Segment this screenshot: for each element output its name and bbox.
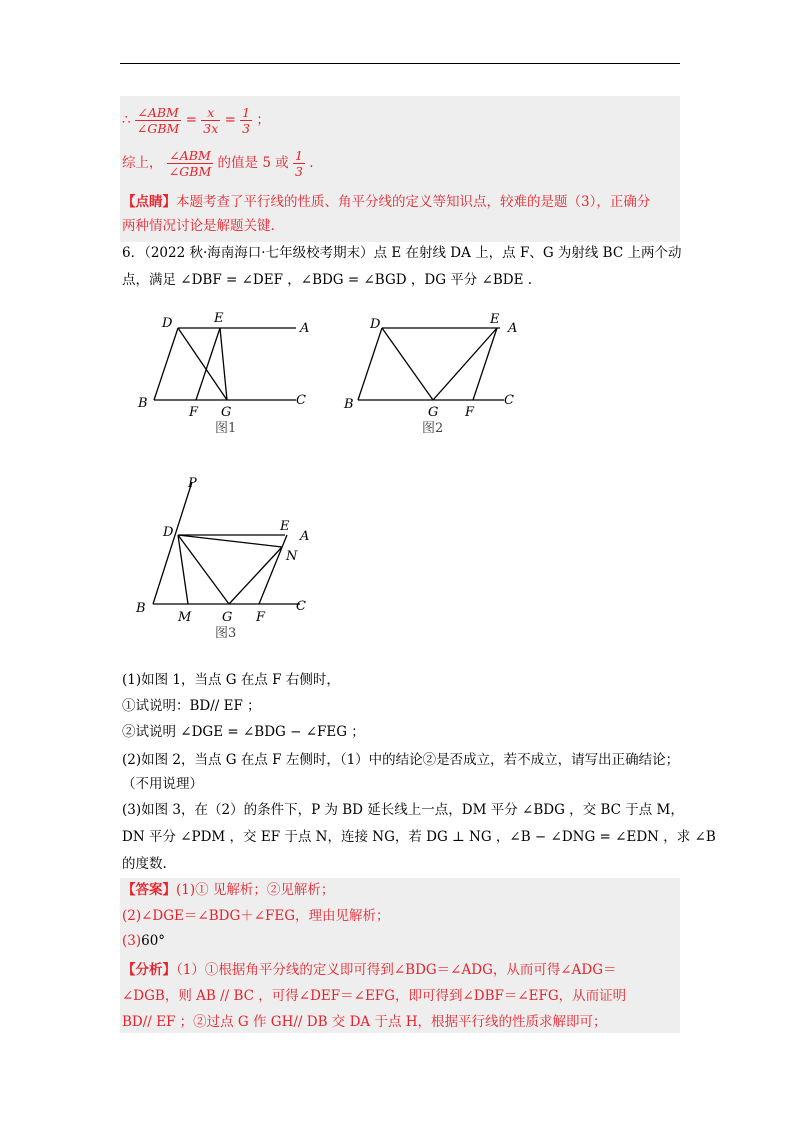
fig1-caption: 图1 <box>215 421 237 436</box>
answer-line1: 【答案】(1)① 见解析；②见解析； <box>122 882 335 898</box>
fig1-label-F: F <box>189 405 199 420</box>
fig3-label-M: M <box>178 610 192 625</box>
fig1-label-G: G <box>221 405 232 420</box>
fig1-label-A: A <box>300 321 310 336</box>
therefore-line: ∴ $\frac{\text{∠ABM}}{\text{∠GBM}}$ = $\frac{x}{3x}$ = $\frac{1}{3}$ ； <box>122 105 270 136</box>
fig2-label-B: B <box>344 397 354 412</box>
fig3-label-N: N <box>286 549 298 564</box>
fig3-label-A: A <box>300 529 310 544</box>
fig2-label-G: G <box>428 405 439 420</box>
dianjing-line2: 两种情况讨论是解题关键. <box>122 218 275 234</box>
part2-a: (2)如图 2，当点 G 在点 F 左侧时，（1）中的结论②是否成立，若不成立，请写出正确结论； <box>122 752 680 768</box>
ratio-fraction: $\frac{\text{∠ABM}}{\text{∠GBM}}$ <box>136 105 180 136</box>
part1-b: ②试说明 ∠DGE = ∠BDG − ∠FEG ； <box>122 724 365 740</box>
question-line2: 点，满足 ∠DBF = ∠DEF ，∠BDG = ∠BGD ，DG 平分 ∠BDE . <box>122 272 533 288</box>
fig2-label-E: E <box>490 312 500 327</box>
part3-a: (3)如图 3，在（2）的条件下，P 为 BD 延长线上一点，DM 平分 ∠BDG ，交 BC 于点 M， <box>122 802 684 818</box>
fig1-label-D: D <box>162 316 173 331</box>
fig3-label-C: C <box>296 599 306 614</box>
question-line1: 6．（2022 秋·海南海口·七年级校考期末）点 E 在射线 DA 上，点 F、G 为射线 BC 上两个动 <box>122 245 682 261</box>
part1-a: ①试说明：BD// EF ； <box>122 698 261 714</box>
part1: (1)如图 1，当点 G 在点 F 右侧时， <box>122 672 340 688</box>
fig3-label-G: G <box>222 610 233 625</box>
summary-line: 综上， $\frac{\text{∠ABM}}{\text{∠GBM}}$ 的值是 5 或 $\frac{1}{3}$ . <box>122 148 314 179</box>
analysis-line3: BD// EF ；②过点 G 作 GH// DB 交 DA 于点 H，根据平行线的性质求解即可； <box>122 1014 607 1030</box>
fig2-label-C: C <box>504 393 514 408</box>
fig2-caption: 图2 <box>422 421 444 436</box>
fig1-label-C: C <box>296 393 306 408</box>
fig3-label-F: F <box>256 610 266 625</box>
summary-third-fraction: $\frac{1}{3}$ <box>295 148 303 179</box>
answer-band <box>120 878 680 1033</box>
part3-c: 的度数. <box>122 856 167 872</box>
fig3-label-E: E <box>280 519 290 534</box>
dianjing-line1: 【点睛】本题考查了平行线的性质、角平分线的定义等知识点，较难的是题（3），正确分 <box>122 194 651 210</box>
fig3-caption: 图3 <box>215 626 237 641</box>
fig2-label-A: A <box>508 321 518 336</box>
fig1-label-B: B <box>138 396 148 411</box>
fig2-label-F: F <box>465 405 475 420</box>
header-rule <box>120 63 680 64</box>
answer-line3: (3)60° <box>122 933 166 949</box>
analysis-line2: ∠DGB，则 AB // BC ，可得∠DEF＝∠EFG，即可得到∠DBF＝∠EFG，从而证明 <box>122 988 627 1004</box>
x-fraction: $\frac{x}{3x}$ <box>203 105 219 136</box>
fig3-label-D: D <box>163 525 174 540</box>
fig1-label-E: E <box>214 311 224 326</box>
fig3-label-P: P <box>188 476 197 491</box>
answer-line2: (2)∠DGE＝∠BDG＋∠FEG，理由见解析； <box>122 908 390 924</box>
part2-b: （不用说理） <box>122 776 203 792</box>
fig2-label-D: D <box>370 317 381 332</box>
summary-ratio-fraction: $\frac{\text{∠ABM}}{\text{∠GBM}}$ <box>168 148 212 179</box>
figure-3 <box>130 474 330 644</box>
figure-1-2 <box>120 300 540 445</box>
fig3-label-B: B <box>136 601 146 616</box>
third-fraction: $\frac{1}{3}$ <box>242 105 251 136</box>
part3-b: DN 平分 ∠PDM ，交 EF 于点 N，连接 NG，若 DG ⊥ NG ，∠B − ∠DNG = ∠EDN ，求 ∠B <box>122 829 716 845</box>
analysis-line1: 【分析】（1）①根据角平分线的定义即可得到∠BDG＝∠ADG，从而可得∠ADG＝ <box>122 962 617 978</box>
